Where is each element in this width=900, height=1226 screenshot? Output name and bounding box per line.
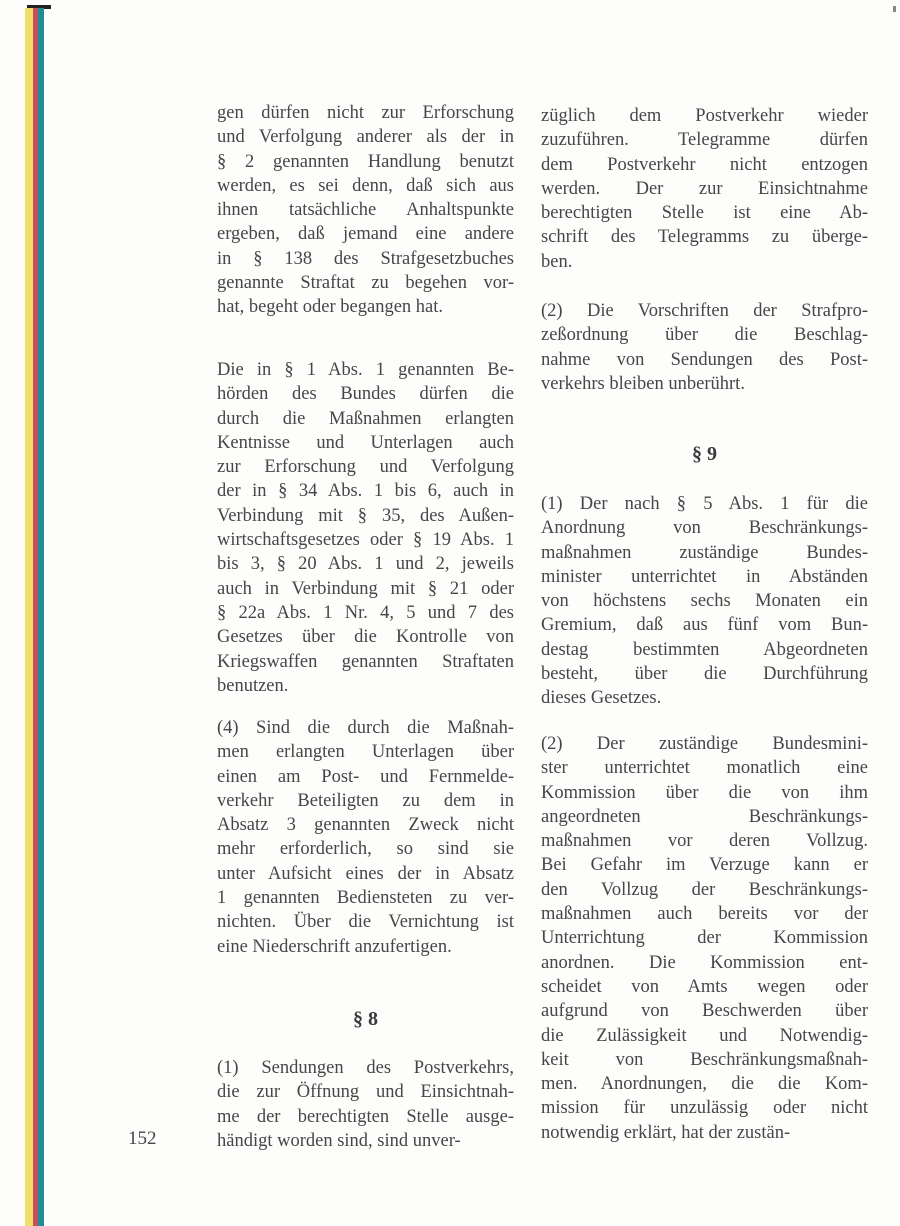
text-line: keit von Beschränkungsmaßnah-	[541, 1049, 868, 1070]
text-line: maßnahmen vor deren Vollzug.	[541, 831, 868, 852]
text-line: werden. Der zur Einsichtnahme	[541, 178, 868, 199]
text-line: gen dürfen nicht zur Erforschung	[217, 103, 514, 123]
text-line: Die in § 1 Abs. 1 genannten Be-	[217, 360, 514, 380]
text-line: die Zulässigkeit und Notwendig-	[541, 1025, 868, 1046]
text-line: aufgrund von Beschwerden über	[541, 1001, 868, 1022]
paragraph	[541, 299, 868, 396]
text-line: Gremium, daß aus fünf vom Bun-	[541, 615, 868, 636]
text-line: hat, begeht oder begangen hat.	[217, 297, 444, 318]
text-line: § 2 genannten Handlung benutzt	[217, 151, 514, 172]
text-line: Absatz 3 genannten Zweck nicht	[217, 815, 514, 836]
text-line: einen am Post- und Fernmelde-	[217, 766, 514, 787]
text-line: Kentnisse und Unterlagen auch	[217, 432, 514, 453]
page-number: 152	[128, 1128, 157, 1149]
text-line: nichten. Über die Vernichtung ist	[217, 912, 514, 933]
text-line: scheidet von Amts wegen oder	[541, 976, 868, 997]
text-line: 1 genannten Bediensteten zu ver-	[217, 888, 514, 909]
text-line: bis 3, § 20 Abs. 1 und 2, jeweils	[217, 554, 514, 575]
text-line: maßnahmen auch bereits vor der	[541, 904, 868, 925]
text-line: ben.	[541, 251, 573, 272]
text-line: eine Niederschrift anzufertigen.	[217, 936, 452, 957]
text-line: züglich dem Postverkehr wieder	[541, 106, 868, 126]
text-line: hörden des Bundes dürfen die	[217, 384, 514, 405]
text-line: Kriegswaffen genannten Straftaten	[217, 651, 514, 672]
text-line: zur Erforschung und Verfolgung	[217, 457, 514, 478]
text-line: unter Aufsicht eines der in Absatz	[217, 863, 514, 884]
text-line: verkehrs bleiben unberührt.	[541, 373, 745, 394]
text-line: zeßordnung über die Beschlag-	[541, 325, 868, 346]
text-line: ihnen tatsächliche Anhaltspunkte	[217, 200, 514, 221]
text-line: mehr erforderlich, so sind sie	[217, 839, 514, 860]
text-line: händigt worden sind, sind unver-	[217, 1130, 461, 1151]
text-line: anordnen. Die Kommission ent-	[541, 952, 868, 973]
text-line: Unterrichtung der Kommission	[541, 928, 868, 949]
scan-mark	[893, 6, 896, 12]
text-line: (2) Die Vorschriften der Strafpro-	[541, 301, 868, 321]
text-line: den Vollzug der Beschränkungs-	[541, 879, 868, 900]
text-line: ergeben, daß jemand eine andere	[217, 224, 514, 245]
text-line: durch die Maßnahmen erlangten	[217, 408, 514, 429]
text-line: § 22a Abs. 1 Nr. 4, 5 und 7 des	[217, 602, 514, 623]
text-line: verkehr Beteiligten zu dem in	[217, 790, 514, 811]
text-line: Anordnung von Beschränkungs-	[541, 518, 868, 539]
color-strip-teal	[38, 8, 44, 1226]
text-line: nahme von Sendungen des Post-	[541, 349, 868, 370]
text-line: maßnahmen zuständige Bundes-	[541, 542, 868, 563]
text-line: Kommission über die von ihm	[541, 782, 868, 803]
section-heading-8: § 8	[353, 1008, 378, 1030]
text-line: zuzuführen. Telegramme dürfen	[541, 130, 868, 151]
text-line: benutzen.	[217, 675, 289, 696]
text-line: (1) Sendungen des Postverkehrs,	[217, 1058, 514, 1078]
paragraph	[217, 358, 514, 698]
text-line: mission für unzulässig oder nicht	[541, 1098, 868, 1119]
color-strip-yellow	[25, 8, 33, 1226]
paragraph	[217, 101, 514, 320]
text-line: besteht, über die Durchführung	[541, 664, 868, 685]
text-line: ster unterrichtet monatlich eine	[541, 758, 868, 779]
text-line: Verbindung mit § 35, des Außen-	[217, 505, 514, 526]
text-line: der in § 34 Abs. 1 bis 6, auch in	[217, 481, 514, 502]
text-line: und Verfolgung anderer als der in	[217, 127, 514, 148]
text-line: minister unterrichtet in Abständen	[541, 566, 868, 587]
text-line: dieses Gesetzes.	[541, 688, 662, 709]
text-line: berechtigten Stelle ist eine Ab-	[541, 203, 868, 224]
text-line: die zur Öffnung und Einsichtnah-	[217, 1082, 514, 1103]
section-heading-9: § 9	[692, 443, 717, 465]
paragraph	[217, 1056, 514, 1153]
paragraph	[541, 732, 868, 1145]
text-line: von höchstens sechs Monaten ein	[541, 591, 868, 612]
text-line: notwendig erklärt, hat der zustän-	[541, 1122, 791, 1143]
text-line: in § 138 des Strafgesetzbuches	[217, 248, 514, 269]
text-line: Bei Gefahr im Verzuge kann er	[541, 855, 868, 876]
text-line: wirtschaftsgesetzes oder § 19 Abs. 1	[217, 530, 514, 551]
text-line: (1) Der nach § 5 Abs. 1 für die	[541, 494, 868, 514]
text-line: genannte Straftat zu begehen vor-	[217, 273, 514, 294]
paragraph	[541, 104, 868, 274]
text-line: (2) Der zuständige Bundesmini-	[541, 734, 868, 754]
text-line: men erlangten Unterlagen über	[217, 742, 514, 763]
text-line: angeordneten Beschränkungs-	[541, 806, 868, 827]
text-line: dem Postverkehr nicht entzogen	[541, 154, 868, 175]
text-line: auch in Verbindung mit § 21 oder	[217, 578, 514, 599]
text-line: Gesetzes über die Kontrolle von	[217, 627, 514, 648]
text-line: (4) Sind die durch die Maßnah-	[217, 718, 514, 738]
text-line: me der berechtigten Stelle ausge-	[217, 1106, 514, 1127]
text-line: destag bestimmten Abgeordneten	[541, 639, 868, 660]
paragraph	[541, 492, 868, 711]
text-line: werden, es sei denn, daß sich aus	[217, 175, 514, 196]
text-line: men. Anordnungen, die die Kom-	[541, 1074, 868, 1095]
paragraph	[217, 716, 514, 959]
text-line: schrift des Telegramms zu überge-	[541, 227, 868, 248]
